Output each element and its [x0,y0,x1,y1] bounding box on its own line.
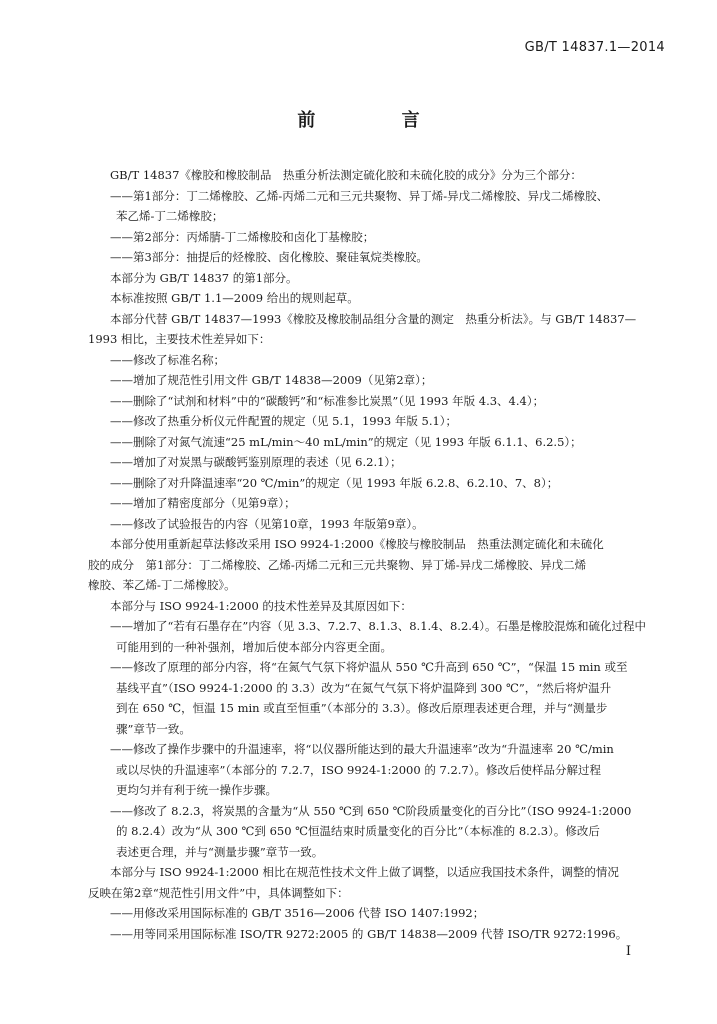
paragraph: GB/T 14837《橡胶和橡胶制品 热重分析法测定硫化胶和未硫化胶的成分》分为三个部分： [110,168,582,182]
list-item: ——第2部分：丙烯腈-丁二烯橡胶和卤化丁基橡胶； [110,229,375,244]
list-item: ——第1部分：丁二烯橡胶、乙烯-丙烯二元和三元共聚物、异丁烯-异戊二烯橡胶、异戊二烯橡胶、 [110,188,609,203]
foreword-body [88,165,663,944]
page-title: 前 言 [297,110,460,131]
list-item: ——修改了标准名称； [110,352,225,367]
list-item: ——修改了试验报告的内容（见第10章，1993 年版第9章）。 [110,516,424,531]
list-item: ——第3部分：抽提后的烃橡胶、卤化橡胶、聚硅氧烷类橡胶。 [110,250,428,264]
list-item: ——用修改采用国际标准的 GB/T 3516—2006 代替 ISO 1407:1992； [110,906,485,920]
paragraph-continuation: 橡胶、苯乙烯-丁二烯橡胶》。 [88,578,236,592]
list-item: ——删除了“试剂和材料”中的“碳酸钙”和“标准参比炭黑”（见 1993 年版 4.3、4.4）； [110,393,545,408]
list-item-continuation: 更均匀并有利于统一操作步骤。 [116,783,277,797]
list-item-continuation: 可能用到的一种补强剂，增加后使本部分内容更全面。 [116,639,392,654]
list-item-continuation: 骤”章节一致。 [116,721,191,736]
list-item-continuation: 或以尽快的升温速率”（本部分的 7.2.7，ISO 9924-1:2000 的 7.2.7）。修改后使样品分解过程 [116,762,601,777]
paragraph: 本部分使用重新起草法修改采用 ISO 9924-1:2000《橡胶与橡胶制品 热重法测定硫化和未硫化 [110,537,604,551]
paragraph: 本部分与 ISO 9924-1:2000 的技术性差异及其原因如下： [110,598,412,613]
paragraph: 本部分为 GB/T 14837 的第1部分。 [110,270,298,285]
list-item: ——修改了热重分析仪元件配置的规定（见 5.1，1993 年版 5.1）； [110,414,458,428]
paragraph: 本标准按照 GB/T 1.1—2009 给出的规则起草。 [110,291,359,305]
list-item-continuation: 表述更合理，并与“测量步骤”章节一致。 [116,844,324,859]
list-item: ——删除了对升降温速率“20 ℃/min”的规定（见 1993 年版 6.2.8、6.2.10、7、8）； [110,475,559,490]
list-item: ——修改了原理的部分内容，将“在氮气气氛下将炉温从 550 ℃升高到 650 ℃”，“保温 15 min 或至 [110,660,628,674]
paragraph-continuation: 胶的成分 第1部分：丁二烯橡胶、乙烯-丙烯二元和三元共聚物、异丁烯-异戊二烯橡胶、异戊二烯 [88,557,587,572]
paragraph: 本部分代替 GB/T 14837—1993《橡胶及橡胶制品组分含量的测定 热重分析法》。与 GB/T 14837— [110,311,637,326]
list-item: ——增加了“若有石墨存在”内容（见 3.3、7.2.7、8.1.3、8.1.4、8.2.4）。石墨是橡胶混炼和硫化过程中 [110,619,646,633]
list-item: ——增加了对炭黑与碳酸钙鉴别原理的表述（见 6.2.1）； [110,455,402,469]
paragraph: 本部分与 ISO 9924-1:2000 相比在规范性技术文件上做了调整，以适应我国技术条件，调整的情况 [110,865,619,879]
list-item-continuation: 的 8.2.4）改为“从 300 ℃到 650 ℃恒温结束时质量变化的百分比”（本标准的 8.2.3）。修改后 [116,824,600,838]
list-item-continuation: 到在 650 ℃，恒温 15 min 或直至恒重”（本部分的 3.3）。修改后原理表述更合理，并与“测量步 [116,701,608,715]
list-item: ——用等同采用国际标准 ISO/TR 9272:2005 的 GB/T 14838—2009 代替 ISO/TR 9272:1996。 [110,926,628,941]
list-item-continuation: 基线平直”（ISO 9924-1:2000 的 3.3）改为“在氮气气氛下将炉温降到 300 ℃”，“然后将炉温升 [116,680,612,695]
paragraph-continuation: 1993 相比，主要技术性差异如下： [88,332,271,346]
list-item: ——增加了规范性引用文件 GB/T 14838—2009（见第2章）； [110,373,433,387]
list-item-continuation: 苯乙烯-丁二烯橡胶； [116,209,224,223]
paragraph-continuation: 反映在第2章“规范性引用文件”中，具体调整如下： [88,885,349,900]
page-number: I [625,944,631,959]
standard-code: GB/T 14837.1—2014 [524,40,665,55]
list-item: ——增加了精密度部分（见第9章）； [110,496,296,510]
list-item: ——删除了对氮气流速“25 mL/min～40 mL/min”的规定（见 1993 年版 6.1.1、6.2.5）； [110,434,582,449]
list-item: ——修改了 8.2.3，将炭黑的含量为“从 550 ℃到 650 ℃阶段质量变化的百分比”（ISO 9924-1:2000 [110,803,632,818]
list-item: ——修改了操作步骤中的升温速率，将“以仪器所能达到的最大升温速率”改为“升温速率 20 ℃/min [110,742,614,756]
